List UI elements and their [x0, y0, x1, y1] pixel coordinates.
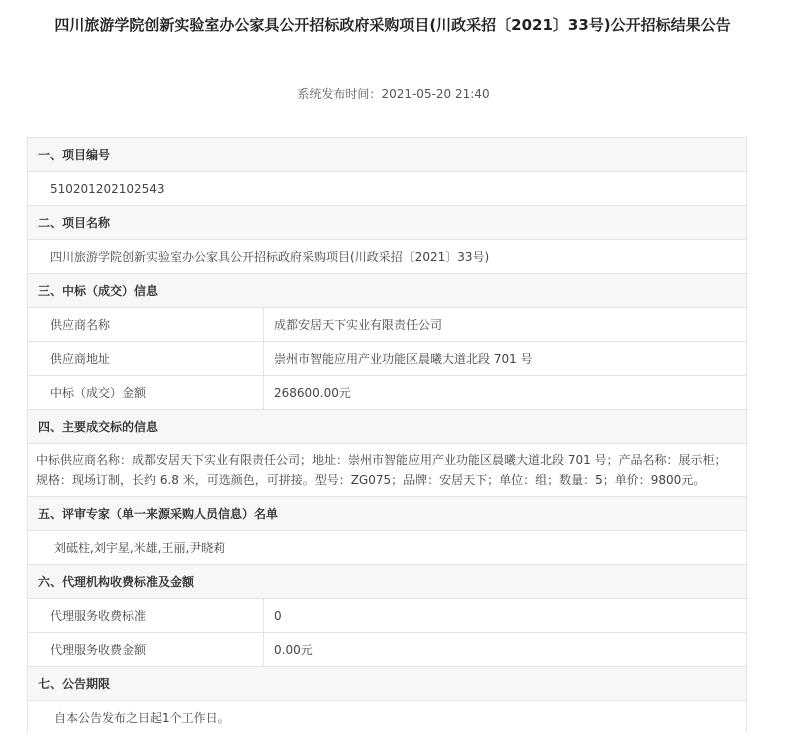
project-no-row — [28, 172, 747, 206]
section-heading-agency-fee — [28, 565, 747, 599]
main-items-text: 中标供应商名称：成都安居天下实业有限责任公司；地址：崇州市智能应用产业功能区晨曦大道北段 701 号；产品名称：展示柜；规格：现场订制，长约 6.8 米，可选颜色，可拼接。型号：ZG075；品牌：安居天下；单位：组；数量：5；单价：9800元。 — [28, 444, 747, 497]
agency-fee-row-amount — [28, 633, 747, 667]
experts-value: 刘砥柱,刘宇星,米雄,王丽,尹晓莉 — [28, 531, 747, 565]
field-label: 中标（成交）金额 — [28, 376, 264, 410]
field-label: 供应商名称 — [28, 308, 264, 342]
period-value: 自本公告发布之日起1个工作日。 — [28, 701, 747, 734]
section-heading-experts — [28, 497, 747, 531]
section-heading: 五、评审专家（单一来源采购人员信息）名单 — [28, 497, 747, 531]
section-heading: 二、项目名称 — [28, 206, 747, 240]
section-heading-main-items — [28, 410, 747, 444]
section-heading: 六、代理机构收费标准及金额 — [28, 565, 747, 599]
field-value: 0 — [264, 599, 747, 633]
section-heading: 四、主要成交标的信息 — [28, 410, 747, 444]
section-heading-project-name — [28, 206, 747, 240]
winner-row-amount — [28, 376, 747, 410]
winner-row-supplier-address — [28, 342, 747, 376]
experts-row — [28, 531, 747, 565]
page-title: 四川旅游学院创新实验室办公家具公开招标政府采购项目(川政采招〔2021〕33号)公开招标结果公告 — [54, 16, 731, 34]
field-label: 代理服务收费金额 — [28, 633, 264, 667]
publish-time-value: 2021-05-20 21:40 — [381, 87, 490, 101]
winner-row-supplier-name — [28, 308, 747, 342]
section-heading: 三、中标（成交）信息 — [28, 274, 747, 308]
period-row — [28, 701, 747, 734]
field-value: 崇州市智能应用产业功能区晨曦大道北段 701 号 — [264, 342, 747, 376]
section-heading-period — [28, 667, 747, 701]
section-heading-project-no — [28, 138, 747, 172]
field-value: 成都安居天下实业有限责任公司 — [264, 308, 747, 342]
field-value: 0.00元 — [264, 633, 747, 667]
field-label: 代理服务收费标准 — [28, 599, 264, 633]
announcement-table — [27, 137, 747, 733]
field-value: 268600.00元 — [264, 376, 747, 410]
publish-time-label: 系统发布时间： — [297, 87, 382, 101]
publish-time — [0, 85, 787, 102]
project-name-value: 四川旅游学院创新实验室办公家具公开招标政府采购项目(川政采招〔2021〕33号) — [28, 240, 747, 274]
field-label: 供应商地址 — [28, 342, 264, 376]
section-heading-winner — [28, 274, 747, 308]
section-heading: 一、项目编号 — [28, 138, 747, 172]
agency-fee-row-standard — [28, 599, 747, 633]
project-no-value: 510201202102543 — [28, 172, 747, 206]
section-heading: 七、公告期限 — [28, 667, 747, 701]
main-items-row — [28, 444, 747, 497]
project-name-row — [28, 240, 747, 274]
